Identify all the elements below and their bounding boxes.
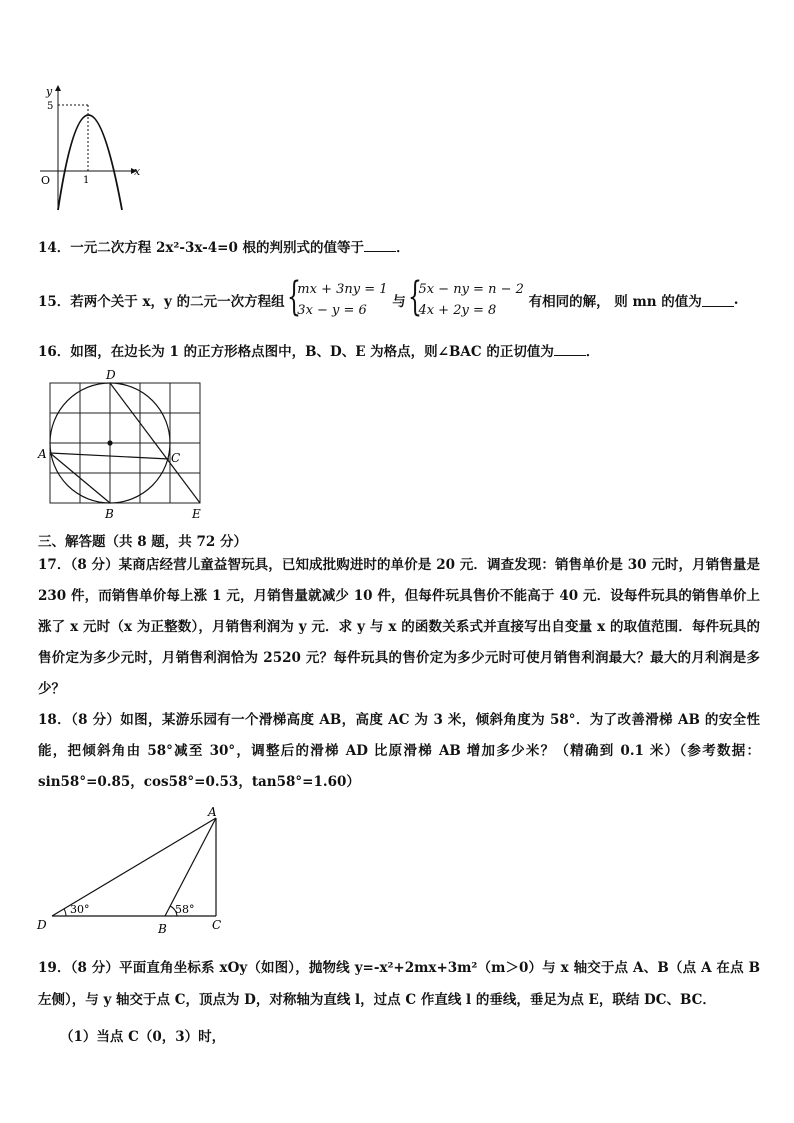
parabola-graph (36, 80, 146, 215)
brace-icon: { (408, 274, 423, 320)
angle-label-30: 30° (70, 903, 90, 916)
system-2-row-1: 5x − ny = n − 2 (418, 282, 524, 297)
point-label-C: C (212, 918, 222, 932)
section-heading: 三、解答题（共 8 题，共 72 分） (38, 534, 247, 550)
y-axis-label: y (46, 85, 53, 98)
question-15-prefix: 15．若两个关于 x，y 的二元一次方程组 (38, 294, 285, 310)
question-18: 18．（8 分）如图，某游乐园有一个滑梯高度 AB，高度 AC 为 3 米，倾斜角度为 58°．为了改善滑梯 AB 的安全性能，把倾斜角由 58°减至 30°，调整后的滑梯 AD 比原滑梯 AB 增加多少米？（精确到 0.1 米）（参考数据：sin58°=0.85，cos58°=0.53，tan58°=1.60） (38, 712, 760, 790)
system-2-row-2: 4x + 2y = 8 (418, 303, 497, 318)
answer-blank (554, 343, 586, 356)
system-1-row-1: mx + 3ny = 1 (297, 282, 388, 297)
question-14-text: 14．一元二次方程 2x²-3x-4=0 根的判别式的值等于 (38, 240, 365, 256)
equation-system-2 (408, 274, 524, 321)
question-19-part-1: （1）当点 C（0，3）时， (60, 1029, 226, 1045)
slide-triangle-figure (34, 804, 234, 938)
origin-label: O (41, 174, 51, 187)
grid-lines (50, 383, 200, 503)
point-label-A: A (208, 805, 217, 819)
point-label-D: D (37, 918, 47, 932)
question-16-text: 16．如图，在边长为 1 的正方形格点图中，B、D、E 为格点，则∠BAC 的正切值为 (38, 344, 554, 360)
parabola-curve (58, 115, 122, 210)
x-tick-label: 1 (83, 175, 90, 186)
question-15-suffix: 有相同的解， 则 mn 的值为 (528, 294, 702, 310)
question-14 (38, 236, 410, 256)
answer-blank (364, 239, 396, 252)
y-tick-label: 5 (47, 101, 54, 112)
angle-label-58: 58° (175, 903, 195, 916)
question-17: 17．（8 分）某商店经营儿童益智玩具，已知成批购进时的单价是 20 元．调查发现：销售单价是 30 元时，月销售量是 230 件，而销售单价每上涨 1 元，月销售量就减少 10 件，但每件玩具售价不能高于 40 元．设每件玩具的销售单价上涨了 x 元时（x 为正整数），月销售利润为 y 元．求 y 与 x 的函数关系式并直接写出自变量 x 的取值范围．每件玩具的售价定为多少元时，月销售利润恰为 2520 元？每件玩具的售价定为多少元时可使月销售利润最大？最大的月利润是多少？ (38, 557, 760, 697)
system-1-row-2: 3x − y = 6 (297, 303, 367, 318)
question-16 (38, 340, 599, 360)
x-axis-label: x (134, 165, 141, 178)
grid-circle-figure (34, 366, 214, 524)
question-15 (38, 274, 739, 321)
segment-AD (52, 818, 216, 916)
question-16-end: ． (585, 344, 600, 360)
answer-blank (702, 294, 734, 307)
question-19: 19．（8 分）平面直角坐标系 xOy（如图），抛物线 y=-x²+2mx+3m²（m＞0）与 x 轴交于点 A、B（点 A 在点 B 左侧），与 y 轴交于点 C，顶点为 D，对称轴为直线 l，过点 C 作直线 l 的垂线，垂足为点 E，联结 DC、BC． (38, 960, 760, 1008)
point-label-B: B (158, 922, 167, 936)
question-14-end: ． (396, 240, 410, 256)
question-15-mid: 与 (392, 294, 406, 310)
point-label-B: B (105, 507, 114, 521)
circle-center-dot (107, 440, 112, 445)
point-label-E: E (192, 507, 201, 521)
question-15-end: . (733, 292, 739, 308)
point-label-A: A (38, 447, 47, 461)
brace-icon: { (287, 274, 302, 320)
point-label-C: C (171, 451, 181, 465)
angle-arc-D (64, 909, 66, 916)
equation-system-1 (287, 274, 388, 321)
point-label-D: D (106, 368, 116, 382)
